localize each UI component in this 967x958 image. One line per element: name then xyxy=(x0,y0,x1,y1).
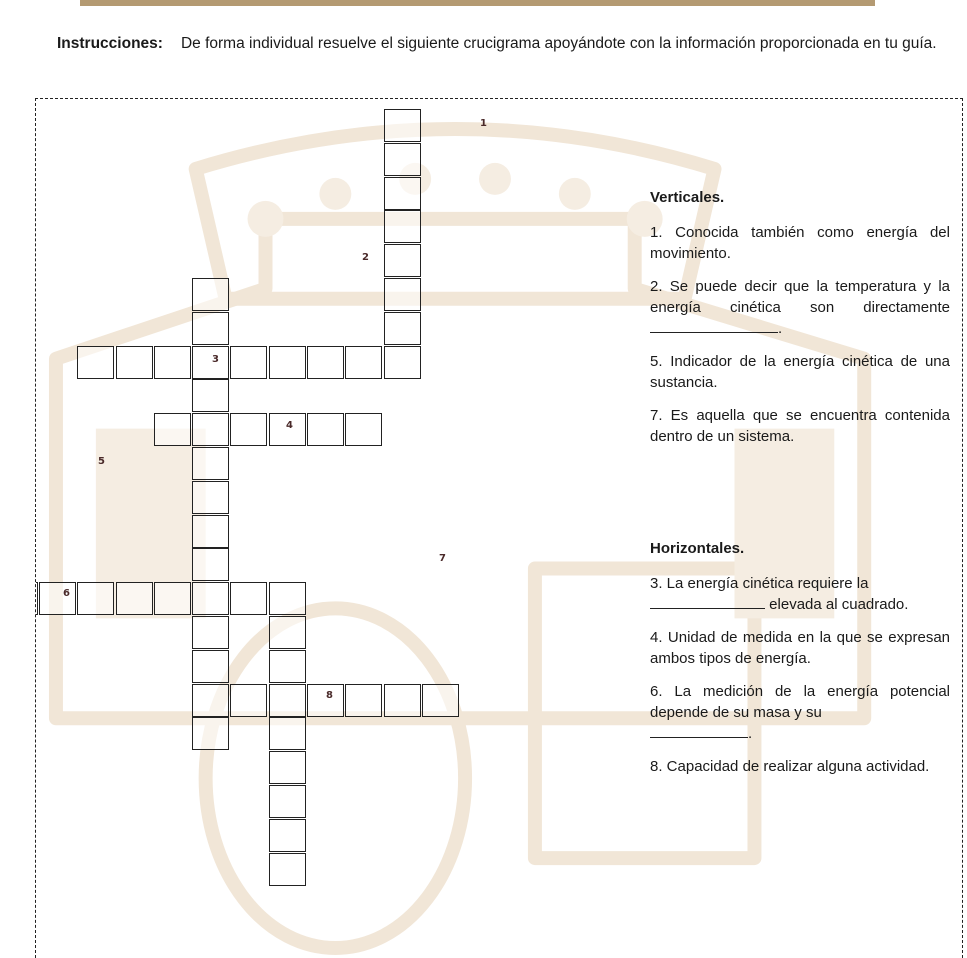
crossword-cell[interactable] xyxy=(384,210,421,243)
crossword-cell[interactable] xyxy=(384,684,421,717)
instructions-text: De forma individual resuelve el siguiente crucigrama apoyándote con la información proporcionada en tu guía. xyxy=(180,35,937,52)
crossword-cell[interactable] xyxy=(154,413,191,446)
crossword-cell[interactable] xyxy=(230,413,267,446)
number-1-label: 1 xyxy=(480,118,487,129)
crossword-cell[interactable] xyxy=(192,684,229,717)
answer-blank xyxy=(650,318,778,333)
crossword-frame xyxy=(35,98,963,958)
crossword-cell[interactable] xyxy=(230,684,267,717)
crossword-cell[interactable] xyxy=(192,413,229,446)
clue-vertical-2: 2. Se puede decir que la temperatura y la energía cinética son directamente . xyxy=(650,278,950,337)
horizontal-title: Horizontales. xyxy=(650,540,745,557)
crossword-cell[interactable] xyxy=(154,582,191,615)
crossword-cell[interactable] xyxy=(384,109,421,142)
clues-panel xyxy=(650,187,950,789)
clue-vertical-1: 1. Conocida también como energía del movimiento. xyxy=(650,224,950,262)
crossword-cell[interactable] xyxy=(154,346,191,379)
number-8-label: 8 xyxy=(326,690,333,701)
crossword-cell[interactable] xyxy=(269,785,306,818)
crossword-cell[interactable] xyxy=(269,819,306,852)
crossword-cell[interactable] xyxy=(269,684,306,717)
clue-horizontal-3: 3. La energía cinética requiere la elevada al cuadrado. xyxy=(650,575,909,613)
crossword-cell[interactable] xyxy=(269,616,306,649)
clue-vertical-5: 5. Indicador de la energía cinética de una sustancia. xyxy=(650,353,950,391)
crossword-cell[interactable] xyxy=(192,447,229,480)
crossword-cell[interactable] xyxy=(269,717,306,750)
crossword-cell[interactable] xyxy=(269,751,306,784)
crossword-cell[interactable] xyxy=(269,853,306,886)
crossword-cell[interactable] xyxy=(39,582,76,615)
clue-horizontal-4: 4. Unidad de medida en la que se expresan ambos tipos de energía. xyxy=(650,629,950,667)
crossword-cell[interactable] xyxy=(384,244,421,277)
crossword-cell[interactable] xyxy=(192,616,229,649)
crossword-cell[interactable] xyxy=(345,346,382,379)
crossword-cell[interactable] xyxy=(192,650,229,683)
crossword-cell[interactable] xyxy=(192,717,229,750)
crossword-cell[interactable] xyxy=(230,346,267,379)
clue-horizontal-8: 8. Capacidad de realizar alguna actividad. xyxy=(650,758,930,775)
crossword-cell[interactable] xyxy=(192,515,229,548)
instructions xyxy=(57,33,947,54)
crossword-cell[interactable] xyxy=(230,582,267,615)
crossword-cell[interactable] xyxy=(192,379,229,412)
crossword-cell[interactable] xyxy=(192,481,229,514)
crossword-cell[interactable] xyxy=(269,650,306,683)
crossword-cell[interactable] xyxy=(192,346,229,379)
crossword-cell[interactable] xyxy=(116,582,153,615)
crossword-cell[interactable] xyxy=(192,312,229,345)
answer-blank xyxy=(650,594,765,609)
crossword-cell[interactable] xyxy=(116,346,153,379)
crossword-cell[interactable] xyxy=(307,346,344,379)
vertical-title: Verticales. xyxy=(650,189,725,206)
crossword-cell[interactable] xyxy=(192,582,229,615)
crossword-cell[interactable] xyxy=(345,413,382,446)
crossword-cell[interactable] xyxy=(192,278,229,311)
clue-vertical-7: 7. Es aquella que se encuentra contenida dentro de un sistema. xyxy=(650,407,950,445)
crossword-cell[interactable] xyxy=(384,312,421,345)
crossword-cell[interactable] xyxy=(384,177,421,210)
answer-blank xyxy=(650,723,748,738)
number-6-label: 6 xyxy=(63,588,70,599)
number-3-label: 3 xyxy=(212,354,219,365)
crossword-cell[interactable] xyxy=(345,684,382,717)
instructions-label: Instrucciones: xyxy=(57,35,163,52)
crossword-cell[interactable] xyxy=(192,548,229,581)
number-2-label: 2 xyxy=(362,252,369,263)
crossword-cell[interactable] xyxy=(307,413,344,446)
clue-horizontal-6: 6. La medición de la energía potencial depende de su masa y su . xyxy=(650,683,950,742)
crossword-cell[interactable] xyxy=(384,143,421,176)
number-4-label: 4 xyxy=(286,420,293,431)
crossword-cell[interactable] xyxy=(77,582,114,615)
crossword-cell[interactable] xyxy=(269,582,306,615)
number-5-label: 5 xyxy=(98,456,105,467)
number-7-label: 7 xyxy=(439,553,446,564)
crossword-cell[interactable] xyxy=(384,278,421,311)
crossword-cell[interactable] xyxy=(77,346,114,379)
header-bar xyxy=(80,0,875,6)
crossword-cell[interactable] xyxy=(422,684,459,717)
crossword-cell[interactable] xyxy=(269,346,306,379)
crossword-cell[interactable] xyxy=(35,582,38,615)
crossword-cell[interactable] xyxy=(384,346,421,379)
